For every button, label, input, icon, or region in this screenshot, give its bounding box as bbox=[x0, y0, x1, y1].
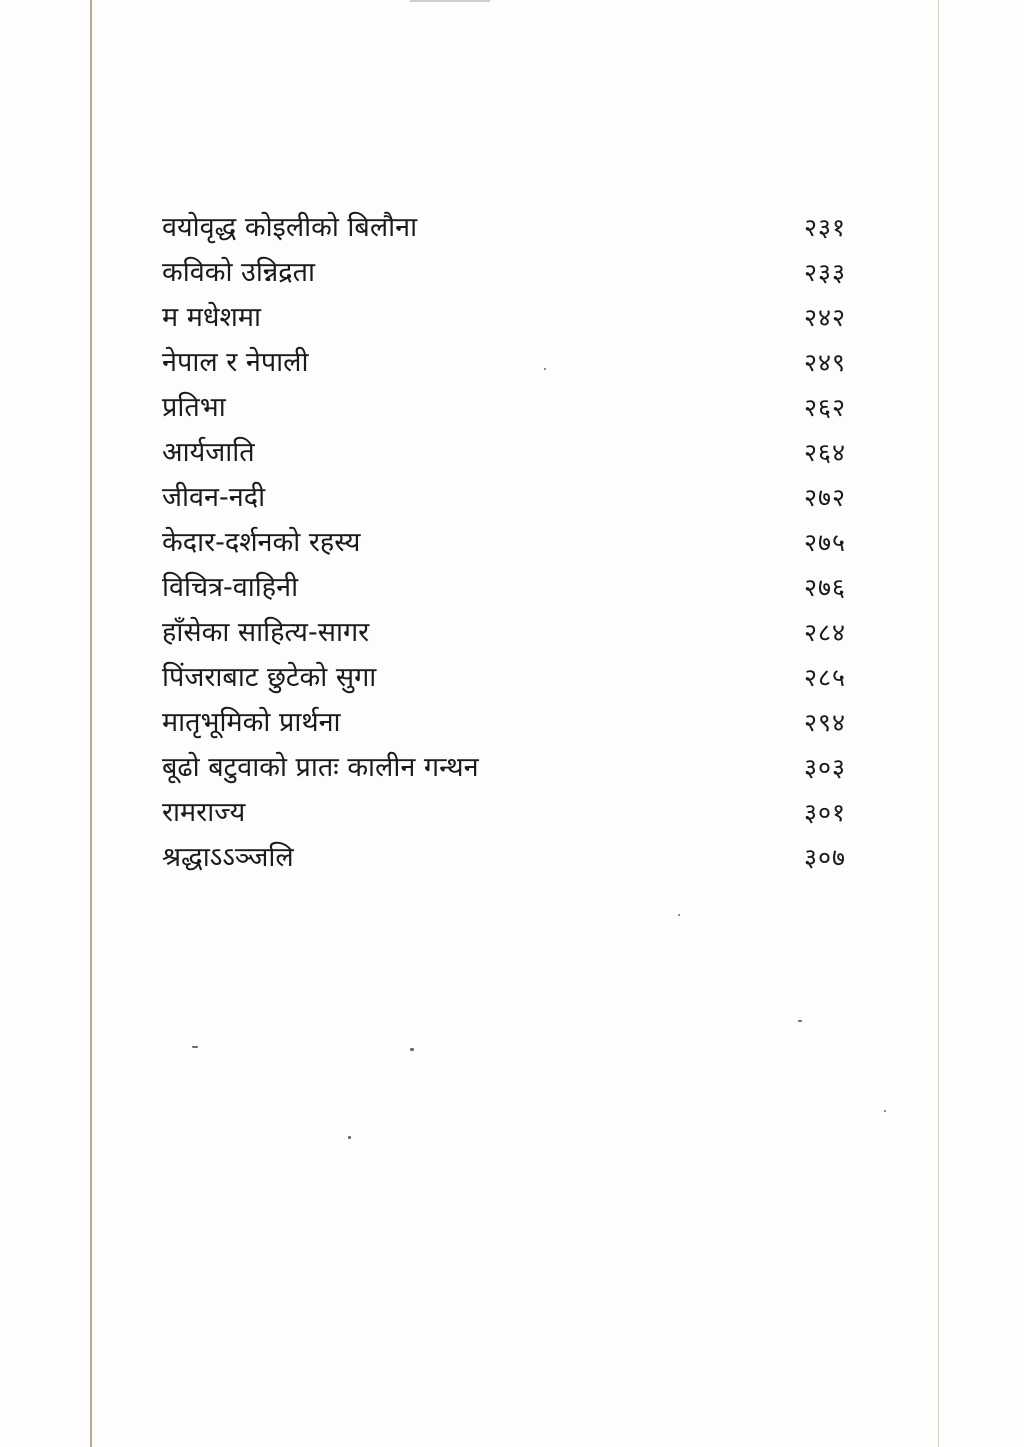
toc-entry-title: कविको उन्निद्रता bbox=[162, 257, 315, 288]
toc-entry bbox=[150, 295, 860, 340]
toc-entry bbox=[150, 430, 860, 475]
scan-speck bbox=[544, 368, 546, 370]
toc-entry bbox=[150, 655, 860, 700]
toc-entry-page: २८५ bbox=[803, 663, 846, 692]
page-left-edge bbox=[90, 0, 92, 1447]
toc-entry-title: जीवन-नदी bbox=[162, 482, 266, 513]
toc-entry-title: बूढो बटुवाको प्रातः कालीन गन्थन bbox=[162, 752, 479, 783]
toc-entry-title: म मधेशमा bbox=[162, 302, 261, 333]
toc-entry bbox=[150, 790, 860, 835]
toc-entry-page: २७६ bbox=[803, 573, 846, 602]
scan-speck bbox=[192, 1046, 198, 1048]
toc-entry-page: ३०७ bbox=[803, 843, 846, 872]
toc-entry-title: विचित्र-वाहिनी bbox=[162, 572, 299, 603]
toc-entry-title: मातृभूमिको प्रार्थना bbox=[162, 707, 341, 738]
toc-entry-page: २९४ bbox=[803, 708, 846, 737]
toc-entry bbox=[150, 340, 860, 385]
toc-entry-page: २४९ bbox=[803, 348, 846, 377]
toc-entry-page: २३१ bbox=[803, 213, 846, 242]
toc-entry bbox=[150, 475, 860, 520]
toc-entry-page: २७५ bbox=[803, 528, 846, 557]
toc-entry-title: हाँसेका साहित्य-सागर bbox=[162, 617, 370, 648]
scan-speck bbox=[348, 1136, 351, 1139]
toc-entry-page: ३०१ bbox=[803, 798, 846, 827]
scan-speck bbox=[678, 914, 680, 916]
toc-entry-title: नेपाल र नेपाली bbox=[162, 347, 309, 378]
toc-entry-page: ३०३ bbox=[803, 753, 846, 782]
toc-entry-title: पिंजराबाट छुटेको सुगा bbox=[162, 662, 377, 693]
toc-entry bbox=[150, 835, 860, 880]
toc-entry-page: २८४ bbox=[803, 618, 846, 647]
toc-entry-page: २४२ bbox=[803, 303, 846, 332]
toc-entry bbox=[150, 205, 860, 250]
toc-entry bbox=[150, 745, 860, 790]
toc-entry-title: प्रतिभा bbox=[162, 392, 226, 423]
toc-entry bbox=[150, 565, 860, 610]
toc-entry-page: २६४ bbox=[803, 438, 846, 467]
toc-entry-title: आर्यजाति bbox=[162, 437, 255, 468]
scan-speck bbox=[410, 1048, 414, 1051]
scan-speck bbox=[798, 1020, 802, 1022]
toc-entry bbox=[150, 700, 860, 745]
toc-entry-page: २३३ bbox=[803, 258, 846, 287]
page-right-edge bbox=[938, 0, 939, 1447]
table-of-contents bbox=[150, 205, 860, 880]
toc-entry bbox=[150, 610, 860, 655]
toc-entry bbox=[150, 250, 860, 295]
toc-entry-title: श्रद्धाऽऽञ्जलि bbox=[162, 842, 294, 873]
toc-entry-title: वयोवृद्ध कोइलीको बिलौना bbox=[162, 212, 418, 243]
toc-entry-title: केदार-दर्शनको रहस्य bbox=[162, 527, 361, 558]
toc-entry-title: रामराज्य bbox=[162, 797, 246, 828]
toc-entry bbox=[150, 520, 860, 565]
toc-entry bbox=[150, 385, 860, 430]
toc-entry-page: २६२ bbox=[803, 393, 846, 422]
scan-speck bbox=[884, 1110, 886, 1112]
toc-entry-page: २७२ bbox=[803, 483, 846, 512]
page-top-mark bbox=[410, 0, 490, 2]
